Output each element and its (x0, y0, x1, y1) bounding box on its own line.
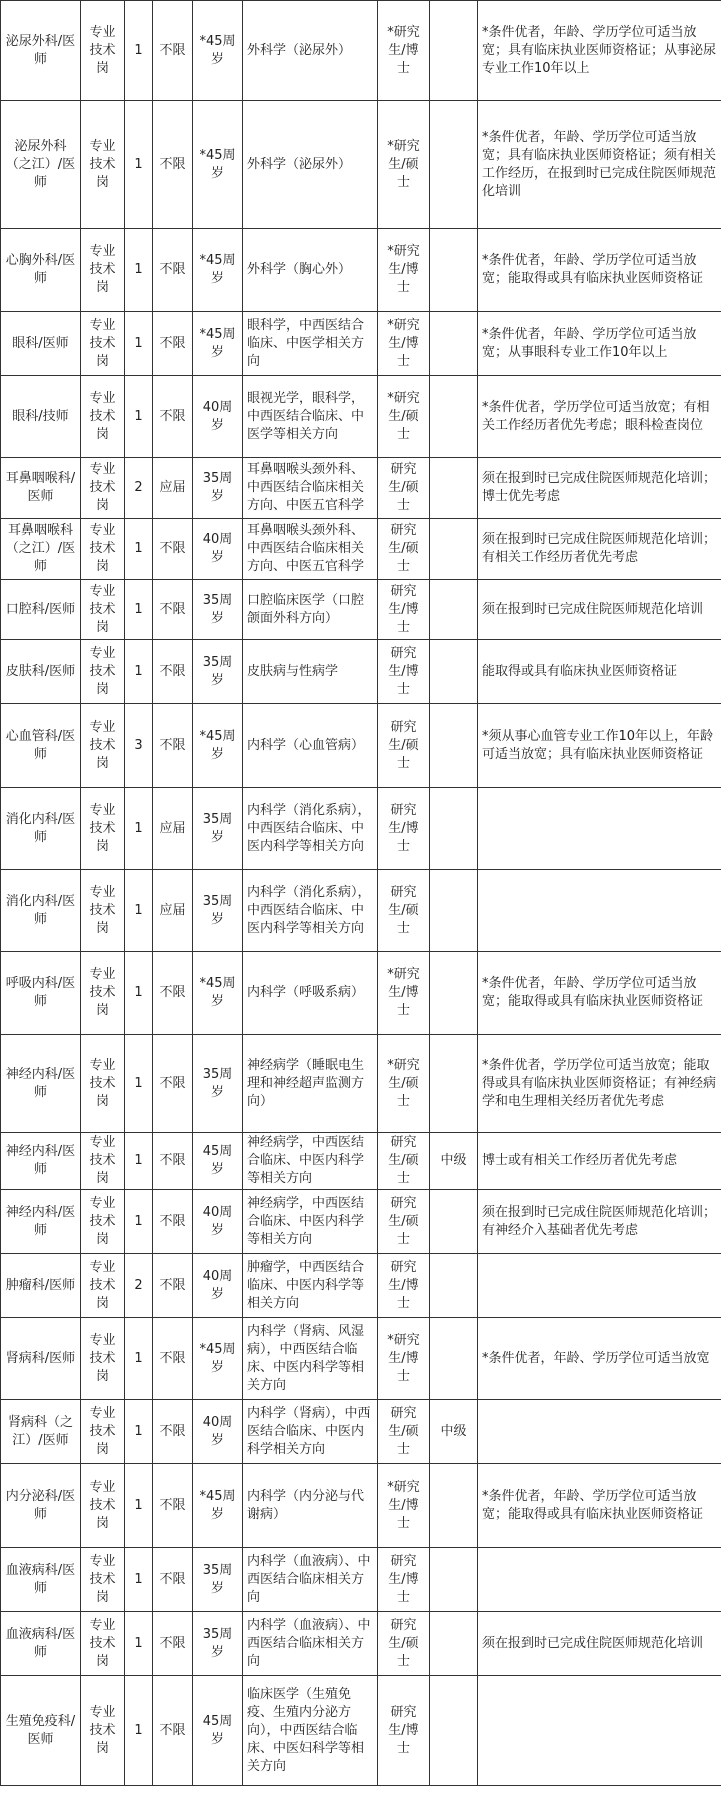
dept-cell: 消化内科/医师 (1, 788, 81, 870)
note-cell: *条件优者，学历学位可适当放宽；有相关工作经历者优先考虑；眼科检查岗位 (478, 376, 721, 458)
post-cell: 专业技术岗 (81, 1133, 125, 1190)
dept-cell: 皮肤科/医师 (1, 640, 81, 704)
major-cell: 内科学（心血管病） (243, 704, 378, 788)
note-cell: 须在报到时已完成住院医师规范化培训；有神经介入基础者优先考虑 (478, 1190, 721, 1254)
age-cell: *45周岁 (193, 229, 243, 312)
title-cell (430, 1035, 478, 1133)
education-cell: 研究生/博士 (378, 640, 430, 704)
gender-cell: 不限 (153, 640, 193, 704)
major-cell: 内科学（内分泌与代谢病） (243, 1464, 378, 1548)
note-cell: 须在报到时已完成住院医师规范化培训；有相关工作经历者优先考虑 (478, 519, 721, 580)
count-cell: 1 (125, 870, 153, 952)
count-cell: 1 (125, 952, 153, 1035)
table-row (1, 376, 721, 458)
major-cell: 内科学（消化系病），中西医结合临床、中医内科学等相关方向 (243, 870, 378, 952)
table-row (1, 519, 721, 580)
dept-cell: 生殖免疫科/医师 (1, 1676, 81, 1786)
count-cell: 1 (125, 640, 153, 704)
note-cell: 须在报到时已完成住院医师规范化培训；博士优先考虑 (478, 458, 721, 519)
title-cell (430, 788, 478, 870)
education-cell: 研究生/硕士 (378, 704, 430, 788)
major-cell: 肿瘤学，中西医结合临床、中医内科学等相关方向 (243, 1254, 378, 1318)
education-cell: *研究生/博士 (378, 312, 430, 376)
age-cell: *45周岁 (193, 312, 243, 376)
major-cell: 内科学（肾病），中西医结合临床、中医内科学相关方向 (243, 1400, 378, 1464)
count-cell: 1 (125, 580, 153, 640)
note-cell: 须在报到时已完成住院医师规范化培训 (478, 580, 721, 640)
note-cell: 博士或有相关工作经历者优先考虑 (478, 1133, 721, 1190)
title-cell (430, 704, 478, 788)
dept-cell: 呼吸内科/医师 (1, 952, 81, 1035)
note-cell: *须从事心血管专业工作10年以上，年龄可适当放宽；具有临床执业医师资格证 (478, 704, 721, 788)
dept-cell: 神经内科/医师 (1, 1190, 81, 1254)
gender-cell: 不限 (153, 580, 193, 640)
gender-cell: 应届 (153, 870, 193, 952)
title-cell (430, 376, 478, 458)
age-cell: *45周岁 (193, 952, 243, 1035)
age-cell: 40周岁 (193, 1190, 243, 1254)
note-cell: *条件优者，年龄、学历学位可适当放宽；能取得或具有临床执业医师资格证 (478, 952, 721, 1035)
major-cell: 神经病学，中西医结合临床、中医内科学等相关方向 (243, 1190, 378, 1254)
count-cell: 3 (125, 704, 153, 788)
education-cell: *研究生/博士 (378, 1464, 430, 1548)
age-cell: 40周岁 (193, 1254, 243, 1318)
note-cell: 能取得或具有临床执业医师资格证 (478, 640, 721, 704)
major-cell: 外科学（泌尿外） (243, 1, 378, 101)
dept-cell: 血液病科/医师 (1, 1612, 81, 1676)
post-cell: 专业技术岗 (81, 1612, 125, 1676)
post-cell: 专业技术岗 (81, 519, 125, 580)
gender-cell: 不限 (153, 1676, 193, 1786)
gender-cell: 应届 (153, 458, 193, 519)
post-cell: 专业技术岗 (81, 101, 125, 229)
dept-cell: 神经内科/医师 (1, 1035, 81, 1133)
note-cell: *条件优者，年龄、学历学位可适当放宽 (478, 1318, 721, 1400)
post-cell: 专业技术岗 (81, 788, 125, 870)
count-cell: 1 (125, 1548, 153, 1612)
table-row (1, 788, 721, 870)
dept-cell: 泌尿外科（之江）/医师 (1, 101, 81, 229)
table-row (1, 870, 721, 952)
major-cell: 眼科学，中西医结合临床、中医学相关方向 (243, 312, 378, 376)
table-row (1, 1676, 721, 1786)
gender-cell: 不限 (153, 1190, 193, 1254)
age-cell: *45周岁 (193, 1318, 243, 1400)
dept-cell: 血液病科/医师 (1, 1548, 81, 1612)
table-row (1, 1190, 721, 1254)
gender-cell: 不限 (153, 1612, 193, 1676)
education-cell: 研究生/博士 (378, 1676, 430, 1786)
major-cell: 内科学（呼吸系病） (243, 952, 378, 1035)
major-cell: 眼视光学，眼科学，中西医结合临床、中医学等相关方向 (243, 376, 378, 458)
education-cell: 研究生/硕士 (378, 1190, 430, 1254)
title-cell (430, 952, 478, 1035)
major-cell: 内科学（血液病）、中西医结合临床相关方向 (243, 1612, 378, 1676)
table-row (1, 1400, 721, 1464)
education-cell: *研究生/博士 (378, 229, 430, 312)
major-cell: 皮肤病与性病学 (243, 640, 378, 704)
count-cell: 1 (125, 1035, 153, 1133)
education-cell: 研究生/硕士 (378, 1400, 430, 1464)
dept-cell: 眼科/技师 (1, 376, 81, 458)
title-cell (430, 1, 478, 101)
education-cell: *研究生/博士 (378, 1, 430, 101)
major-cell: 口腔临床医学（口腔颌面外科方向） (243, 580, 378, 640)
count-cell: 2 (125, 1254, 153, 1318)
table-row (1, 1464, 721, 1548)
table-row (1, 458, 721, 519)
post-cell: 专业技术岗 (81, 1464, 125, 1548)
post-cell: 专业技术岗 (81, 1400, 125, 1464)
education-cell: *研究生/硕士 (378, 101, 430, 229)
dept-cell: 心胸外科/医师 (1, 229, 81, 312)
gender-cell: 不限 (153, 376, 193, 458)
count-cell: 1 (125, 788, 153, 870)
major-cell: 内科学（消化系病），中西医结合临床、中医内科学等相关方向 (243, 788, 378, 870)
note-cell (478, 1548, 721, 1612)
post-cell: 专业技术岗 (81, 1254, 125, 1318)
education-cell: 研究生/博士 (378, 1254, 430, 1318)
gender-cell: 不限 (153, 1254, 193, 1318)
age-cell: 35周岁 (193, 870, 243, 952)
post-cell: 专业技术岗 (81, 704, 125, 788)
education-cell: 研究生/硕士 (378, 1612, 430, 1676)
title-cell (430, 458, 478, 519)
gender-cell: 不限 (153, 1548, 193, 1612)
table-row (1, 704, 721, 788)
table-row (1, 1548, 721, 1612)
table-row (1, 1, 721, 101)
major-cell: 外科学（泌尿外） (243, 101, 378, 229)
title-cell (430, 580, 478, 640)
title-cell: 中级 (430, 1133, 478, 1190)
post-cell: 专业技术岗 (81, 1676, 125, 1786)
gender-cell: 不限 (153, 519, 193, 580)
table-row (1, 1035, 721, 1133)
age-cell: 35周岁 (193, 1612, 243, 1676)
age-cell: 40周岁 (193, 376, 243, 458)
post-cell: 专业技术岗 (81, 580, 125, 640)
title-cell (430, 640, 478, 704)
table-row (1, 640, 721, 704)
table-row (1, 1318, 721, 1400)
age-cell: *45周岁 (193, 1464, 243, 1548)
gender-cell: 不限 (153, 1318, 193, 1400)
table-row (1, 229, 721, 312)
job-table-body (1, 1, 721, 1786)
note-cell: *条件优者，年龄、学历学位可适当放宽；具有临床执业医师资格证；从事泌尿专业工作10年以上 (478, 1, 721, 101)
age-cell: 35周岁 (193, 1035, 243, 1133)
major-cell: 耳鼻咽喉头颈外科、中西医结合临床相关方向、中医五官科学 (243, 519, 378, 580)
dept-cell: 耳鼻咽喉科（之江）/医师 (1, 519, 81, 580)
education-cell: 研究生/硕士 (378, 870, 430, 952)
education-cell: 研究生/博士 (378, 1548, 430, 1612)
major-cell: 内科学（血液病）、中西医结合临床相关方向 (243, 1548, 378, 1612)
dept-cell: 肾病科/医师 (1, 1318, 81, 1400)
table-row (1, 580, 721, 640)
age-cell: 40周岁 (193, 519, 243, 580)
table-row (1, 1133, 721, 1190)
major-cell: 神经病学（睡眠电生理和神经超声监测方向） (243, 1035, 378, 1133)
table-row (1, 1612, 721, 1676)
education-cell: *研究生/硕士 (378, 376, 430, 458)
education-cell: 研究生/硕士 (378, 1133, 430, 1190)
age-cell: 35周岁 (193, 788, 243, 870)
count-cell: 1 (125, 1464, 153, 1548)
age-cell: *45周岁 (193, 1, 243, 101)
age-cell: *45周岁 (193, 704, 243, 788)
age-cell: 35周岁 (193, 458, 243, 519)
major-cell: 外科学（胸心外） (243, 229, 378, 312)
note-cell: *条件优者，年龄、学历学位可适当放宽；能取得或具有临床执业医师资格证 (478, 229, 721, 312)
title-cell (430, 1254, 478, 1318)
note-cell (478, 1400, 721, 1464)
count-cell: 1 (125, 376, 153, 458)
table-row (1, 312, 721, 376)
dept-cell: 耳鼻咽喉科/医师 (1, 458, 81, 519)
age-cell: *45周岁 (193, 101, 243, 229)
title-cell (430, 1676, 478, 1786)
note-cell: *条件优者，学历学位可适当放宽；能取得或具有临床执业医师资格证；有神经病学和电生理相关经历者优先考虑 (478, 1035, 721, 1133)
count-cell: 1 (125, 1133, 153, 1190)
title-cell (430, 1612, 478, 1676)
post-cell: 专业技术岗 (81, 640, 125, 704)
note-cell: *条件优者，年龄、学历学位可适当放宽；能取得或具有临床执业医师资格证 (478, 1464, 721, 1548)
title-cell (430, 1190, 478, 1254)
education-cell: 研究生/博士 (378, 580, 430, 640)
post-cell: 专业技术岗 (81, 870, 125, 952)
dept-cell: 心血管科/医师 (1, 704, 81, 788)
education-cell: *研究生/硕士 (378, 1035, 430, 1133)
table-row (1, 952, 721, 1035)
education-cell: 研究生/硕士 (378, 519, 430, 580)
education-cell: *研究生/博士 (378, 1318, 430, 1400)
gender-cell: 不限 (153, 1, 193, 101)
title-cell (430, 1318, 478, 1400)
major-cell: 神经病学，中西医结合临床、中医内科学等相关方向 (243, 1133, 378, 1190)
dept-cell: 肿瘤科/医师 (1, 1254, 81, 1318)
title-cell (430, 519, 478, 580)
gender-cell: 不限 (153, 704, 193, 788)
dept-cell: 神经内科/医师 (1, 1133, 81, 1190)
gender-cell: 不限 (153, 952, 193, 1035)
count-cell: 1 (125, 229, 153, 312)
gender-cell: 不限 (153, 1400, 193, 1464)
gender-cell: 不限 (153, 312, 193, 376)
gender-cell: 不限 (153, 1133, 193, 1190)
post-cell: 专业技术岗 (81, 458, 125, 519)
gender-cell: 不限 (153, 1035, 193, 1133)
note-cell: *条件优者，年龄、学历学位可适当放宽；具有临床执业医师资格证；须有相关工作经历，在报到时已完成住院医师规范化培训 (478, 101, 721, 229)
count-cell: 1 (125, 101, 153, 229)
major-cell: 内科学（肾病、风湿病），中西医结合临床、中医内科学等相关方向 (243, 1318, 378, 1400)
count-cell: 1 (125, 1400, 153, 1464)
note-cell: *条件优者，年龄、学历学位可适当放宽；从事眼科专业工作10年以上 (478, 312, 721, 376)
count-cell: 1 (125, 1612, 153, 1676)
post-cell: 专业技术岗 (81, 1190, 125, 1254)
post-cell: 专业技术岗 (81, 229, 125, 312)
dept-cell: 眼科/医师 (1, 312, 81, 376)
age-cell: 35周岁 (193, 640, 243, 704)
note-cell: 须在报到时已完成住院医师规范化培训 (478, 1612, 721, 1676)
post-cell: 专业技术岗 (81, 1, 125, 101)
title-cell: 中级 (430, 1400, 478, 1464)
title-cell (430, 312, 478, 376)
note-cell (478, 870, 721, 952)
education-cell: 研究生/博士 (378, 788, 430, 870)
table-row (1, 1254, 721, 1318)
age-cell: 45周岁 (193, 1133, 243, 1190)
dept-cell: 泌尿外科/医师 (1, 1, 81, 101)
title-cell (430, 1548, 478, 1612)
dept-cell: 肾病科（之江）/医师 (1, 1400, 81, 1464)
age-cell: 35周岁 (193, 580, 243, 640)
gender-cell: 不限 (153, 229, 193, 312)
note-cell (478, 1676, 721, 1786)
title-cell (430, 101, 478, 229)
title-cell (430, 229, 478, 312)
title-cell (430, 870, 478, 952)
post-cell: 专业技术岗 (81, 1318, 125, 1400)
age-cell: 45周岁 (193, 1676, 243, 1786)
education-cell: 研究生/硕士 (378, 458, 430, 519)
post-cell: 专业技术岗 (81, 1035, 125, 1133)
post-cell: 专业技术岗 (81, 1548, 125, 1612)
post-cell: 专业技术岗 (81, 376, 125, 458)
count-cell: 1 (125, 1190, 153, 1254)
gender-cell: 不限 (153, 1464, 193, 1548)
title-cell (430, 1464, 478, 1548)
count-cell: 1 (125, 519, 153, 580)
count-cell: 2 (125, 458, 153, 519)
gender-cell: 不限 (153, 101, 193, 229)
major-cell: 临床医学（生殖免疫、生殖内分泌方向），中西医结合临床、中医妇科学等相关方向 (243, 1676, 378, 1786)
gender-cell: 应届 (153, 788, 193, 870)
count-cell: 1 (125, 312, 153, 376)
count-cell: 1 (125, 1318, 153, 1400)
dept-cell: 口腔科/医师 (1, 580, 81, 640)
post-cell: 专业技术岗 (81, 312, 125, 376)
count-cell: 1 (125, 1676, 153, 1786)
dept-cell: 消化内科/医师 (1, 870, 81, 952)
table-row (1, 101, 721, 229)
age-cell: 40周岁 (193, 1400, 243, 1464)
post-cell: 专业技术岗 (81, 952, 125, 1035)
note-cell (478, 788, 721, 870)
major-cell: 耳鼻咽喉头颈外科、中西医结合临床相关方向、中医五官科学 (243, 458, 378, 519)
count-cell: 1 (125, 1, 153, 101)
education-cell: *研究生/博士 (378, 952, 430, 1035)
age-cell: 35周岁 (193, 1548, 243, 1612)
note-cell (478, 1254, 721, 1318)
dept-cell: 内分泌科/医师 (1, 1464, 81, 1548)
